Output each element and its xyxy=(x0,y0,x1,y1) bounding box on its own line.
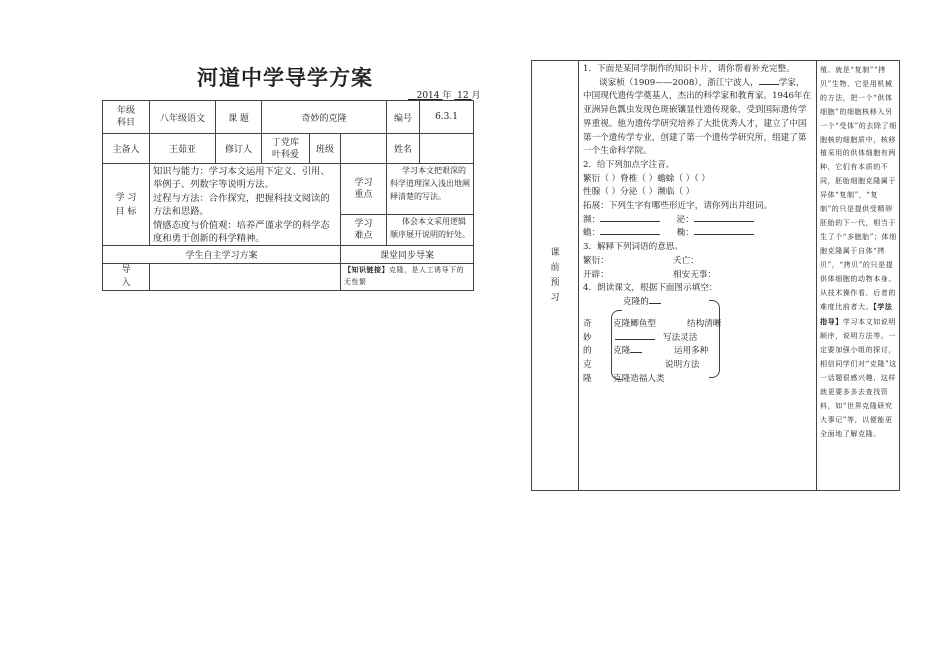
date-month-suffix: 月 xyxy=(471,91,481,101)
code-label: 编号 xyxy=(387,101,420,134)
preview-table xyxy=(531,60,900,491)
q2-ext-row2 xyxy=(583,227,812,241)
diagram-char: 克 xyxy=(583,360,592,371)
side-notes xyxy=(817,61,900,491)
date-year: 2014 xyxy=(416,91,440,101)
topic-value: 奇妙的克隆 xyxy=(262,101,387,134)
name-label: 姓名 xyxy=(387,134,420,164)
date-month: 12 xyxy=(457,91,469,101)
q1-card xyxy=(583,77,812,159)
grade-label: 年级 科目 xyxy=(103,101,150,134)
diagram-feature-1: 结构清晰 xyxy=(687,318,722,329)
class-label: 班级 xyxy=(310,134,341,164)
preparer-label: 主备人 xyxy=(103,134,150,164)
q1-text-a: 谈家桢（1909——2008），浙江宁波人， xyxy=(599,77,759,88)
knowledge-link-tag: 【知识链接】 xyxy=(344,265,389,275)
q2-row1 xyxy=(583,173,812,187)
diagram-bracket-right xyxy=(709,300,720,378)
diagram-item-3 xyxy=(613,345,642,359)
q1-blank[interactable] xyxy=(759,84,779,85)
q3-row1 xyxy=(583,255,812,269)
ext-label: 泌： xyxy=(676,214,694,225)
topic-label: 课 题 xyxy=(216,101,262,134)
diagram-top-label: 克隆的 xyxy=(623,296,649,307)
q3-row2 xyxy=(583,269,812,283)
diagram-blank[interactable] xyxy=(615,339,655,340)
ext-label: 濒： xyxy=(583,214,601,225)
q3-term: 夭亡： xyxy=(673,255,699,266)
knowledge-link xyxy=(341,264,474,291)
code-value: 6.3.1 xyxy=(420,101,474,134)
diagram-char: 妙 xyxy=(583,332,592,343)
ext-blank[interactable] xyxy=(600,221,660,222)
date-year-suffix: 年 xyxy=(442,91,452,101)
preparer-value: 王茹亚 xyxy=(150,134,216,164)
diagram-top xyxy=(623,296,661,310)
diagram-char: 奇 xyxy=(583,318,592,329)
diagram-char: 的 xyxy=(583,346,592,357)
method-guide-tag: 【学法指导】 xyxy=(820,302,893,327)
q4-diagram xyxy=(583,296,812,392)
q2-item: 脊椎（ ） xyxy=(620,173,658,184)
q2-item: 濒临（ ） xyxy=(657,187,695,198)
page-title: 河道中学导学方案 xyxy=(197,66,373,90)
diagram-item-5: 克隆造福人类 xyxy=(613,373,665,384)
key-text: 学习本文把艰深的科学道理深入浅出地阐释清楚的写法。 xyxy=(387,164,474,215)
diagram-blank[interactable] xyxy=(630,352,642,353)
section-student-plan: 学生自主学习方案 xyxy=(103,246,341,264)
q3-prompt: 3．解释下列词语的意思。 xyxy=(583,242,683,253)
q2-item: 繁衍（ ） xyxy=(583,173,621,184)
hard-label: 学习 难点 xyxy=(341,214,387,245)
diagram-feature-2: 写法灵活 xyxy=(663,332,698,343)
ext-label: 椭： xyxy=(676,228,694,239)
q2-row2 xyxy=(583,186,812,200)
diagram-item-1: 克隆鲫鱼型 xyxy=(613,318,656,329)
knowledge-link-text: 克隆，是人工诱导下的无性繁 xyxy=(344,266,464,287)
diagram-feature-4: 说明方法 xyxy=(665,360,700,371)
ext-label: 蟾： xyxy=(583,228,601,239)
q3-term: 繁衍： xyxy=(583,255,609,266)
section-class-plan: 课堂同步导案 xyxy=(341,246,474,264)
q3-term: 相安无事： xyxy=(673,269,716,280)
reviser-value: 丁党库 叶科爱 xyxy=(262,134,310,164)
intro-content xyxy=(150,264,341,291)
method-guide-text: 学习本文如说明顺序，说明方法等。一定要加强小组的探讨，相信同学们对“克隆”这一话题很感兴趣，这样就更要多多去查找资料，如“世界克隆研究大事记”等，以便能更全面地了解克隆。 xyxy=(820,318,897,438)
key-label: 学习 重点 xyxy=(341,164,387,215)
q2-item: 蟾蜍（ ）（ ） xyxy=(657,173,710,184)
hard-text: 体会本文采用逻辑顺序展开说明的好处。 xyxy=(387,214,474,245)
q3-term: 开辟： xyxy=(583,269,609,280)
q2-extension: 拓展：下列生字有哪些形近字，请你列出并组词。 xyxy=(583,201,773,212)
ext-blank[interactable] xyxy=(694,234,754,235)
preview-label: 课 前 预 习 xyxy=(532,61,579,491)
diagram-item-2 xyxy=(615,332,655,346)
goals-label: 学 习 目 标 xyxy=(103,164,150,246)
reviser-label: 修订人 xyxy=(216,134,262,164)
class-value xyxy=(341,134,387,164)
ext-blank[interactable] xyxy=(600,234,660,235)
goals-text: 知识与能力：学习本文运用下定义、引用、举例子、列数字等说明方法。 过程与方法：合作探究，把握科技文阅读的方法和思路。 情感态度与价值观：培养严谨求学的科学态度和勇于创新的科学精神。 xyxy=(150,164,341,246)
intro-label: 导 入 xyxy=(103,264,150,291)
q2-prompt: 2．给下列加点字注音。 xyxy=(583,159,675,170)
preview-content xyxy=(579,61,817,491)
diagram-vertical-title xyxy=(583,318,595,387)
q4-prompt: 4．朗读课文，根据下面图示填空： xyxy=(583,283,718,294)
diagram-feature-3: 运用多种 xyxy=(674,346,709,357)
q2-item: 分泌（ ） xyxy=(620,187,658,198)
diagram-char: 隆 xyxy=(583,373,592,384)
side-notes-text: 殖。就是“复制”“拷贝”生物，它是用机械的方法，把一个“供体细胞”的细胞核移入另一个“受体”的去除了细胞核的细胞质中，核移植采用的供体细胞有两种，它们有本质的不同，胚胎细胞克隆属于异体“复制”，“复制”的只是提供受精卵胚胎的下一代，相当于生了个“多胞胎”；体细胞克隆属于自体“拷贝”，“拷贝”的只是提供体细胞的动物本身。从技术操作看，后者的难度比前者大。 xyxy=(820,66,897,312)
plan-info-table xyxy=(102,100,474,291)
ext-blank[interactable] xyxy=(694,221,754,222)
q2-ext-row1 xyxy=(583,214,812,228)
diagram-item-3-label: 克隆 xyxy=(613,346,631,357)
grade-value: 八年级语文 xyxy=(150,101,216,134)
q1-prompt: 1．下面是某同学制作的知识卡片，请你帮着补充完整。 xyxy=(583,64,795,74)
name-value xyxy=(420,134,474,164)
q2-item: 性腺（ ） xyxy=(583,187,621,198)
q1-text-b: 学家，中国现代遗传学奠基人，杰出的科学家和教育家。1946年在亚洲异色瓢虫发现色斑嵌镶显性遗传现象，受到国际遗传学界重视。他为遗传学研究培养了大批优秀人才，建立了中国第一个遗传学专业，创建了第一个遗传学研究所，组建了第一个生命科学院。 xyxy=(583,77,812,157)
diagram-blank[interactable] xyxy=(649,303,661,304)
